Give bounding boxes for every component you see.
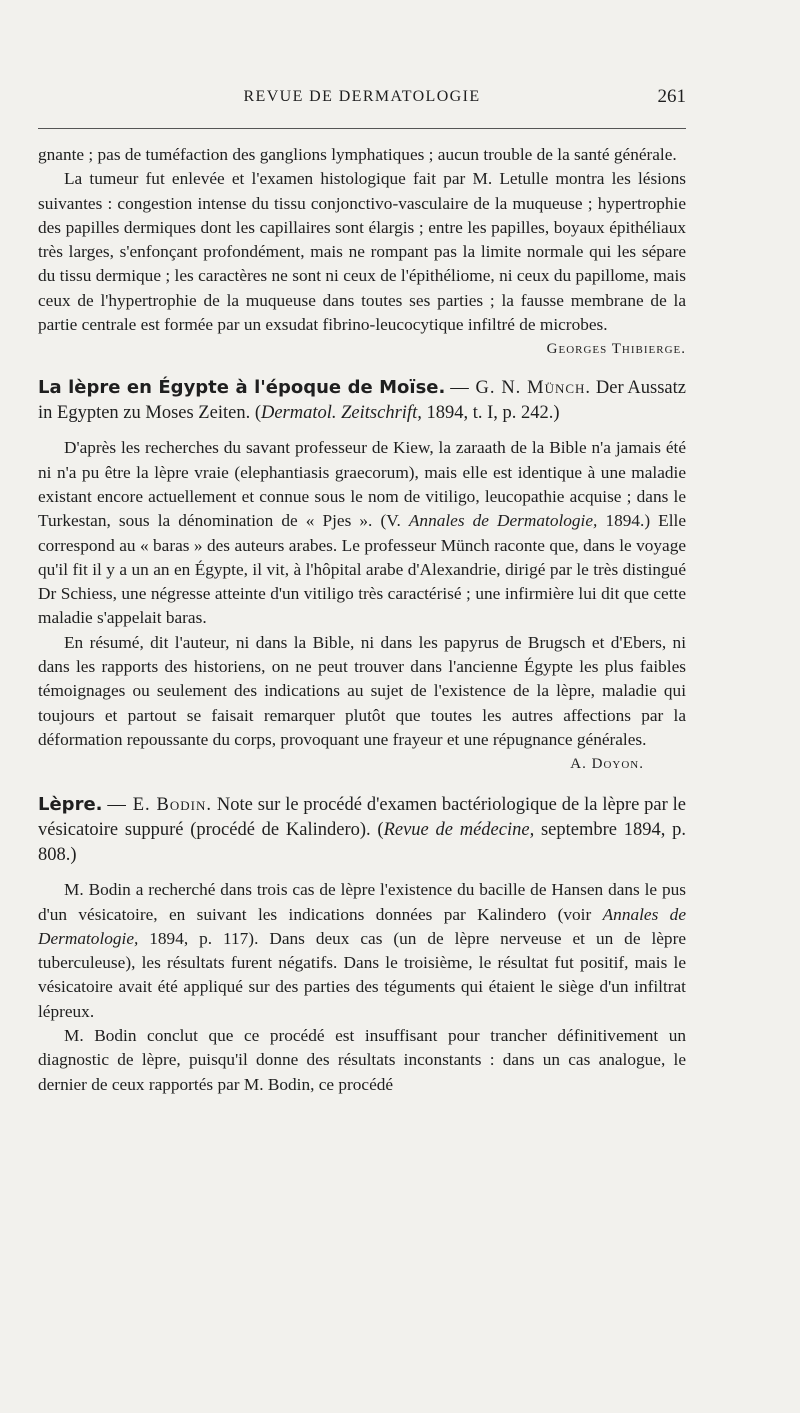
paragraph: En résumé, dit l'auteur, ni dans la Bible, ni dans les papyrus de Brugsch et d'Ebers, ni dans les rapports des historiens, on ne peut trouver dans l'ancienne Égypte les plus faibles témoignages ou seulement des indications au sujet de l'existence de la lèpre, maladie qui toujours et partout se faisait remarquer plutôt que toutes les autres affections par la déformation repoussante du corps, provoquant une frayeur et une répugnance générales. [38,632,686,749]
article-author: — E. Bodin. [107,795,213,816]
signature: Georges Thibierge. [546,341,686,358]
spacer [38,868,686,878]
article-author: — G. N. Münch. [450,378,592,399]
running-header [38,88,686,118]
paragraph-text: M. Bodin a recherché dans trois cas de lèpre l'existence du bacille de Hansen dans le pus d'un vésicatoire, en suivant les indications données par Kalindero (voir [38,880,686,924]
paragraph-text: 1894.) Elle correspond au « baras » des auteurs arabes. Le professeur Münch raconte que, dans le voyage qu'il fit il y a un an en Égypte, il vit, à l'hôpital arabe d'Alexandrie, dirigé par le très distingué Dr Schiess, une négresse atteinte d'un vitiligo très caractérisé ; une infirmière lui dit que cette maladie s'appelait baras. [38,511,686,628]
journal-name: Revue de médecine, [383,820,535,841]
article-title: Lèpre. [38,794,103,816]
paragraph: M. Bodin conclut que ce procédé est insuffisant pour trancher définitivement un diagnostic de lèpre, puisqu'il donne des résultats inconstants : dans un cas analogue, le dernier de ceux rapportés par M. Bodin, ce procédé [38,1026,686,1094]
signature: A. Doyon. [570,756,644,773]
article-heading [38,375,686,426]
running-title: REVUE DE DERMATOLOGIE [243,88,481,105]
article-reference-end: 1894, t. I, p. 242.) [421,403,560,424]
article-reference-end: septembre 1894, p. 808.) [38,820,686,866]
journal-name: Dermatol. Zeitschrift, [260,403,422,424]
article-reference: Note sur le procédé d'examen bactériologique de la lèpre par le vésicatoire suppuré (procédé de Kalindero). ( [38,795,687,841]
page-number: 261 [657,86,686,107]
journal-name: Annales de Dermatologie, [38,904,686,948]
paragraph-text: D'après les recherches du savant professeur de Kiew, la zaraath de la Bible n'a jamais été ni n'a pu être la lèpre vraie (elephantiasis graecorum), mais elle est identique à une maladie existant encore actuellement et connue sous le nom de vitiligo, leucopathie acquise ; dans le Turkestan, sous la dénomination de « Pjes ». (V. [38,438,686,531]
journal-name: Annales de Dermatologie, [408,511,598,531]
paragraph [38,878,686,1024]
paragraph: La tumeur fut enlevée et l'examen histologique fait par M. Letulle montra les lésions suivantes : congestion intense du tissu conjonctivo-vasculaire de la muqueuse ; hypertrophie des papilles dermiques dont les capillaires sont élargis ; entre les papilles, boyaux épithéliaux très larges, s'enfonçant profondément, mais ne rompant pas la limite normale qui les sépare du tissu dermique ; les caractères ne sont ni ceux de l'épithéliome, ni ceux du papillome, mais ceux de l'hypertrophie de la muqueuse dans toutes ses parties ; la fausse membrane de la partie centrale est formée par un exsudat fibrino-leucocytique infiltré de microbes. [38,169,686,335]
page [38,88,686,1097]
paragraph [38,436,686,630]
article-heading [38,792,686,868]
header-rule [38,128,686,129]
spacer [38,426,686,436]
article-reference: Der Aussatz in Egypten zu Moses Zeiten. ( [38,378,686,424]
paragraph-text: 1894, p. 117). Dans deux cas (un de lèpre nerveuse et un de lèpre tuberculeuse), les résultats furent négatifs. Dans le troisième, le résultat fut positif, mais le vésicatoire avait été appliqué sur des parties des téguments qui étaient le siège d'un infiltrat lépreux. [38,928,686,1021]
paragraph: gnante ; pas de tuméfaction des ganglions lymphatiques ; aucun trouble de la santé générale. [38,145,677,164]
article-title: La lèpre en Égypte à l'époque de Moïse. [38,377,446,399]
